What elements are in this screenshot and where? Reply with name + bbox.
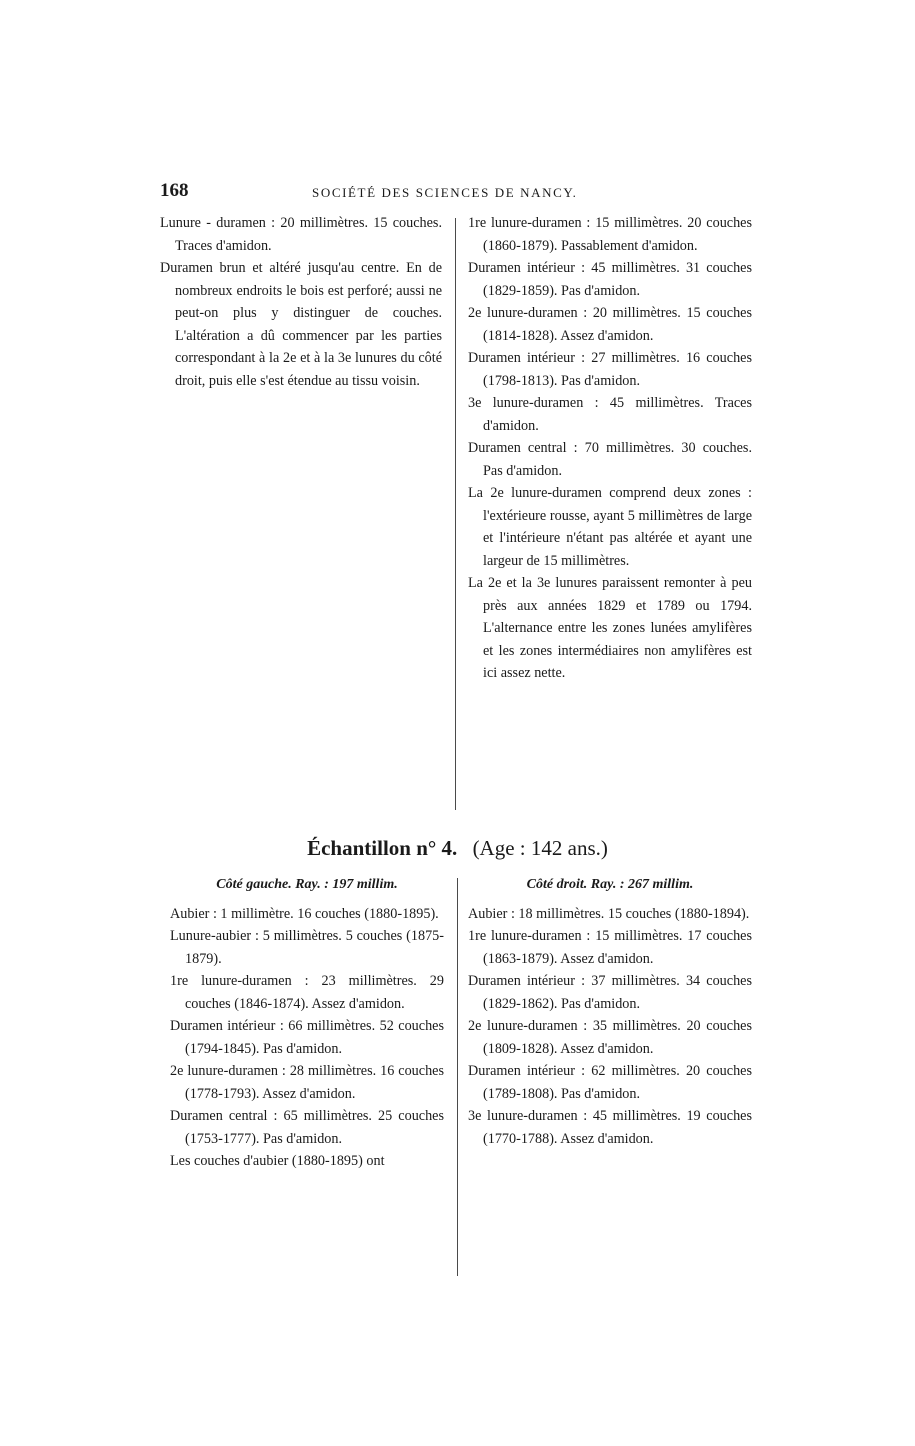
paragraph: Lunure-aubier : 5 millimètres. 5 couches (1875-1879).	[170, 928, 444, 967]
section-heading	[0, 836, 915, 861]
paragraph: 1re lunure-duramen : 15 millimètres. 20 couches (1860-1879). Passablement d'amidon.	[468, 215, 752, 254]
paragraph: Duramen brun et altéré jusqu'au centre. En de nombreux endroits le bois est perforé; aussi ne peut-on plus y distinguer de couches. L'altération a dû commencer par les parties correspondant à la 2e et à la 3e lunures du côté droit, puis elle s'est étendue au tissu voisin.	[160, 260, 442, 389]
paragraph: Aubier : 1 millimètre. 16 couches (1880-1895).	[170, 905, 439, 922]
paragraph: Duramen intérieur : 27 millimètres. 16 couches (1798-1813). Pas d'amidon.	[468, 350, 752, 389]
paragraph: 2e lunure-duramen : 20 millimètres. 15 couches (1814-1828). Assez d'amidon.	[468, 305, 752, 344]
paragraph: 2e lunure-duramen : 35 millimètres. 20 couches (1809-1828). Assez d'amidon.	[468, 1018, 752, 1057]
paragraph: Les couches d'aubier (1880-1895) ont	[170, 1153, 385, 1169]
paragraph: Lunure - duramen : 20 millimètres. 15 couches. Traces d'amidon.	[160, 215, 442, 254]
column-divider	[457, 878, 458, 1276]
paragraph: Duramen intérieur : 62 millimètres. 20 couches (1789-1808). Pas d'amidon.	[468, 1063, 752, 1102]
paragraph: 1re lunure-duramen : 23 millimètres. 29 couches (1846-1874). Assez d'amidon.	[170, 973, 444, 1012]
paragraph: Aubier : 18 millimètres. 15 couches (1880-1894).	[468, 905, 750, 922]
page-number: 168	[160, 180, 189, 201]
paragraph: Duramen central : 70 millimètres. 30 couches. Pas d'amidon.	[468, 440, 752, 479]
paragraph: 2e lunure-duramen : 28 millimètres. 16 couches (1778-1793). Assez d'amidon.	[170, 1063, 444, 1102]
paragraph: La 2e lunure-duramen comprend deux zones : l'extérieure rousse, ayant 5 millimètres de large et l'intérieure n'étant pas altérée et ayant une largeur de 15 millimètres.	[468, 485, 752, 569]
paragraph: 3e lunure-duramen : 45 millimètres. Traces d'amidon.	[468, 395, 752, 434]
paragraph: Duramen central : 65 millimètres. 25 couches (1753-1777). Pas d'amidon.	[170, 1108, 444, 1147]
column-divider	[455, 218, 456, 810]
paragraph: 3e lunure-duramen : 45 millimètres. 19 couches (1770-1788). Assez d'amidon.	[468, 1108, 752, 1147]
paragraph: La 2e et la 3e lunures paraissent remonter à peu près aux années 1829 et 1789 ou 1794. L'alternance entre les zones lunées amylifères et les zones intermédiaires non amylifères est ici assez nette.	[468, 575, 752, 681]
bottom-right-column	[468, 874, 752, 1150]
paragraph: Duramen intérieur : 37 millimètres. 34 couches (1829-1862). Pas d'amidon.	[468, 973, 752, 1012]
paragraph: Duramen intérieur : 66 millimètres. 52 couches (1794-1845). Pas d'amidon.	[170, 1018, 444, 1057]
column-heading-left: Côté gauche. Ray. : 197 millim.	[216, 877, 398, 892]
column-heading-right: Côté droit. Ray. : 267 millim.	[526, 877, 694, 892]
top-right-column	[468, 212, 752, 685]
paragraph: Duramen intérieur : 45 millimètres. 31 couches (1829-1859). Pas d'amidon.	[468, 260, 752, 299]
page-header	[160, 180, 750, 204]
bottom-left-column	[170, 874, 444, 1173]
running-title: SOCIÉTÉ DES SCIENCES DE NANCY.	[312, 185, 578, 200]
top-left-column	[160, 212, 442, 392]
section-title: Échantillon n° 4.	[307, 836, 458, 860]
paragraph: 1re lunure-duramen : 15 millimètres. 17 couches (1863-1879). Assez d'amidon.	[468, 928, 752, 967]
section-age: (Age : 142 ans.)	[472, 836, 608, 860]
